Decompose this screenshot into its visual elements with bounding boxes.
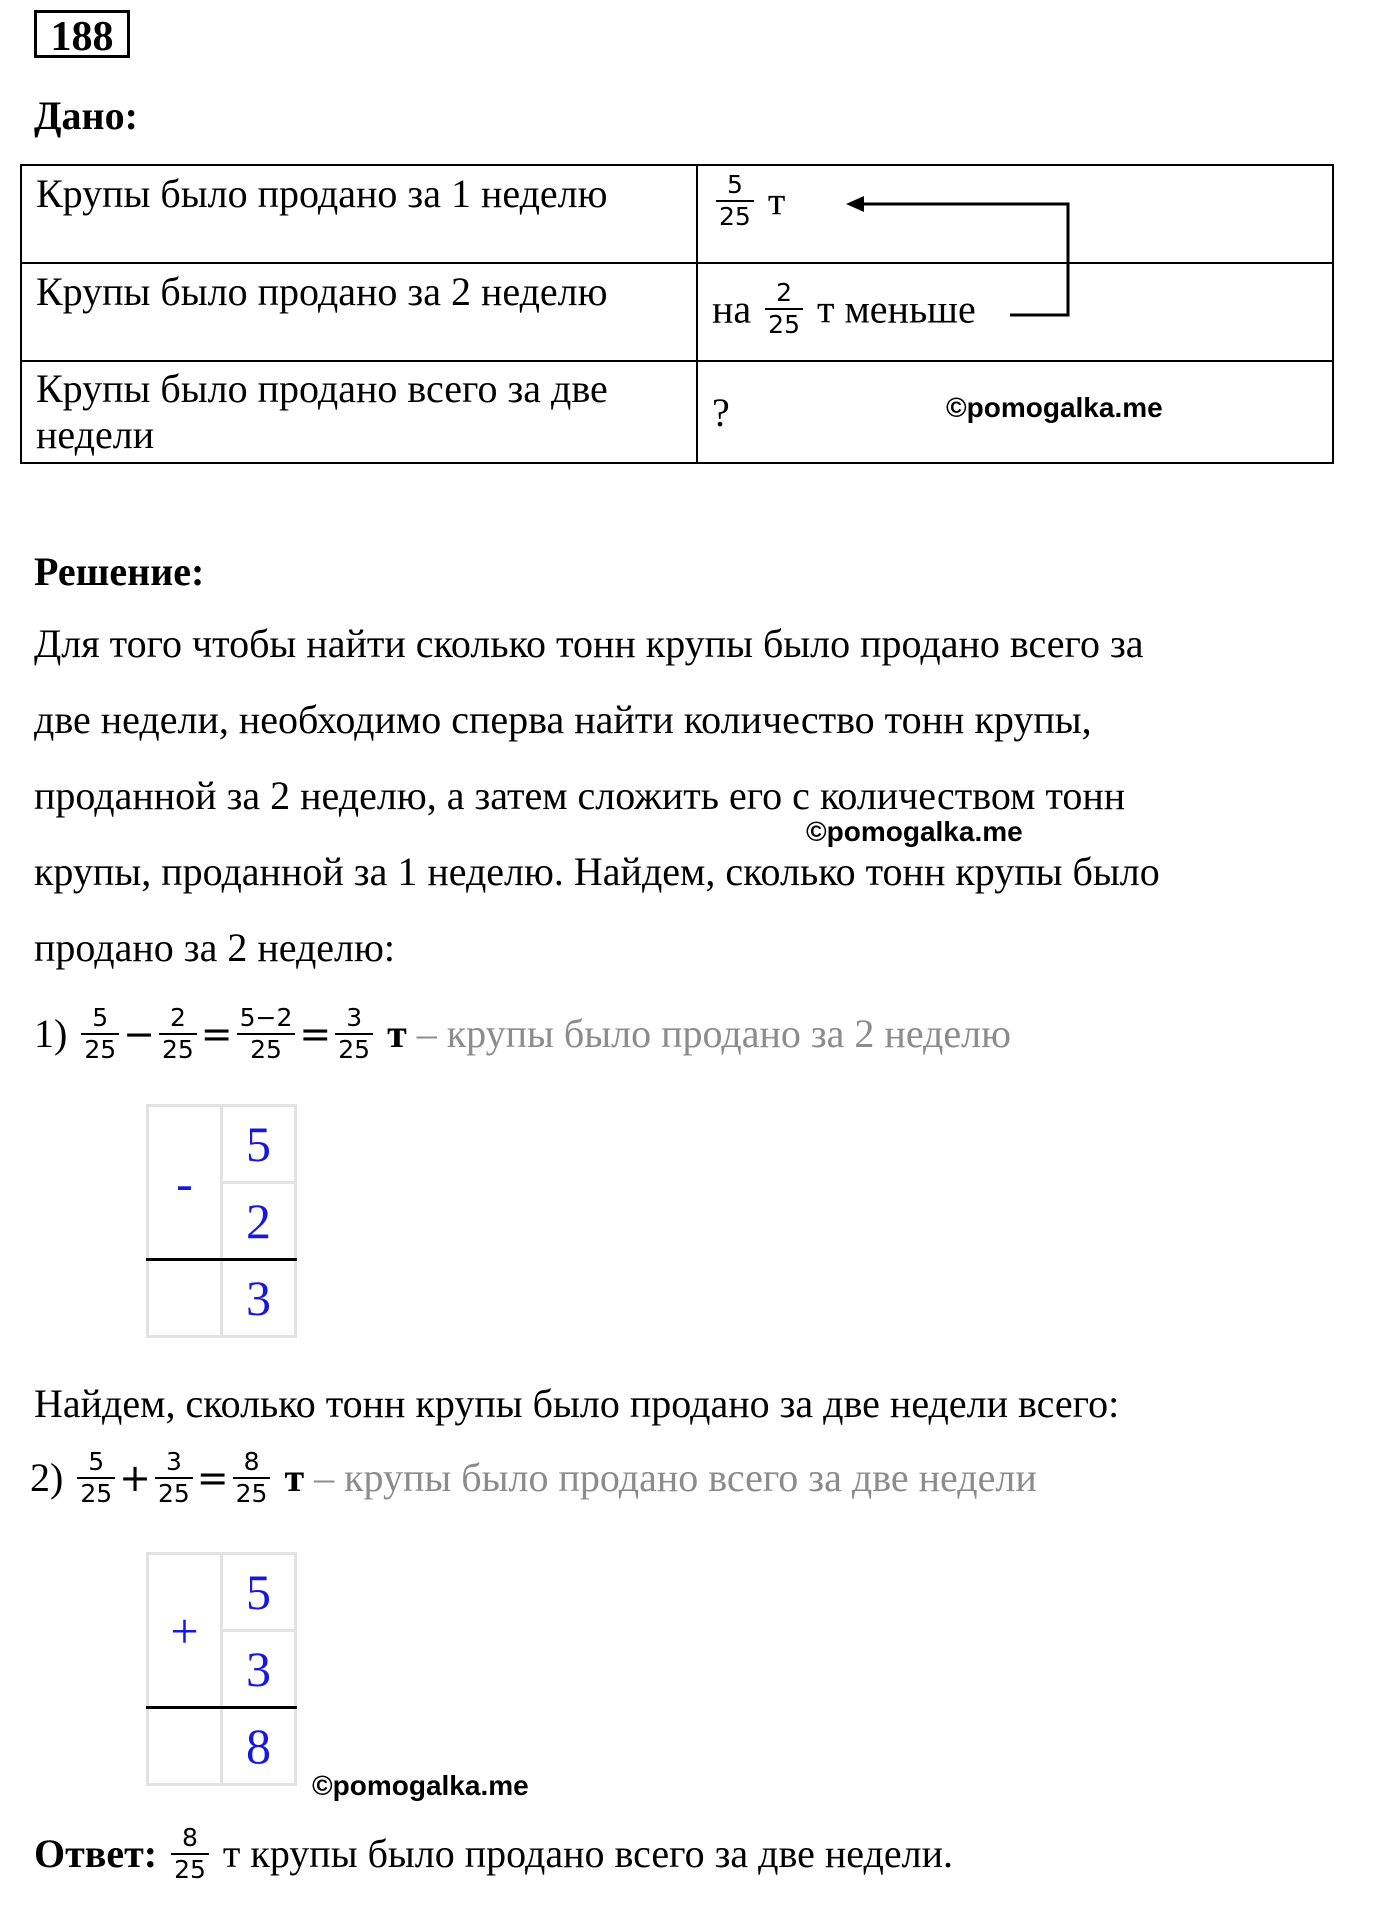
digit-top: 5 xyxy=(222,1106,296,1183)
fraction: $\frac{5}{25}$ xyxy=(81,1003,119,1065)
digit-mid: 3 xyxy=(222,1631,296,1708)
step-label: 2) xyxy=(30,1454,64,1500)
given-label-total: Крупы было продано всего за две недели xyxy=(21,361,697,463)
empty-cell xyxy=(148,1260,222,1337)
fraction: $\frac{5-2}{25}$ xyxy=(237,1003,296,1065)
fraction: $\frac{8}{25}$ xyxy=(171,1823,209,1885)
fraction: $\frac{2}{25}$ xyxy=(159,1003,197,1065)
operator: + xyxy=(148,1554,222,1708)
step-2 xyxy=(30,1444,1037,1509)
fraction: $\frac{5}{25}$ xyxy=(716,170,754,232)
paragraph-line: крупы, проданной за 1 неделю. Найдем, сколько тонн крупы было xyxy=(34,849,1160,894)
given-row-week2 xyxy=(21,263,1333,361)
answer-text: т крупы было продано всего за две недели. xyxy=(222,1830,954,1876)
minus-sign: − xyxy=(123,1011,155,1056)
column-addition xyxy=(146,1552,297,1786)
given-label-week2: Крупы было продано за 2 неделю xyxy=(21,263,697,361)
step-comment: – крупы было продано всего за две недели xyxy=(314,1454,1037,1500)
plus-sign: + xyxy=(119,1455,151,1500)
given-row-week1 xyxy=(21,165,1333,263)
step-comment: – крупы было продано за 2 неделю xyxy=(416,1010,1011,1056)
solution-heading: Решение: xyxy=(34,549,205,594)
paragraph-line: проданной за 2 неделю, а затем сложить его с количеством тонн xyxy=(34,773,1126,818)
given-label-week1: Крупы было продано за 1 неделю xyxy=(21,165,697,263)
paragraph-line: Для того чтобы найти сколько тонн крупы было продано всего за xyxy=(34,621,1144,666)
watermark: ©pomogalka.me xyxy=(312,1770,529,1801)
watermark: ©pomogalka.me xyxy=(946,392,1163,423)
paragraph-line: две недели, необходимо сперва найти количество тонн крупы, xyxy=(34,697,1092,742)
answer-label: Ответ: xyxy=(34,1830,158,1876)
fraction: $\frac{8}{25}$ xyxy=(233,1447,271,1509)
unit: т xyxy=(284,1454,305,1500)
unit: т xyxy=(767,178,786,224)
prefix: на xyxy=(712,286,752,332)
unit: т xyxy=(387,1010,407,1056)
equals-sign: = xyxy=(196,1455,229,1500)
step-1 xyxy=(34,1000,1011,1065)
fraction: $\frac{2}{25}$ xyxy=(765,278,803,340)
paragraph-line: продано за 2 неделю: xyxy=(34,925,396,970)
suffix: т меньше xyxy=(816,286,976,332)
equals-sign: = xyxy=(299,1011,332,1056)
digit-mid: 2 xyxy=(222,1183,296,1260)
problem-number: 188 xyxy=(34,10,130,58)
given-value-total: ? xyxy=(697,361,1333,463)
answer xyxy=(34,1820,953,1885)
fraction: $\frac{3}{25}$ xyxy=(335,1003,373,1065)
step-2-intro: Найдем, сколько тонн крупы было продано за две недели всего: xyxy=(34,1381,1120,1426)
given-heading: Дано: xyxy=(34,93,138,138)
watermark: ©pomogalka.me xyxy=(806,816,1023,847)
fraction: $\frac{5}{25}$ xyxy=(77,1447,115,1509)
digit-result: 3 xyxy=(222,1260,296,1337)
fraction: $\frac{3}{25}$ xyxy=(155,1447,193,1509)
empty-cell xyxy=(148,1708,222,1785)
digit-result: 8 xyxy=(222,1708,296,1785)
digit-top: 5 xyxy=(222,1554,296,1631)
operator: - xyxy=(148,1106,222,1260)
step-label: 1) xyxy=(34,1010,68,1056)
column-subtraction xyxy=(146,1104,297,1338)
equals-sign: = xyxy=(200,1011,233,1056)
arrow-connector xyxy=(840,190,1080,330)
